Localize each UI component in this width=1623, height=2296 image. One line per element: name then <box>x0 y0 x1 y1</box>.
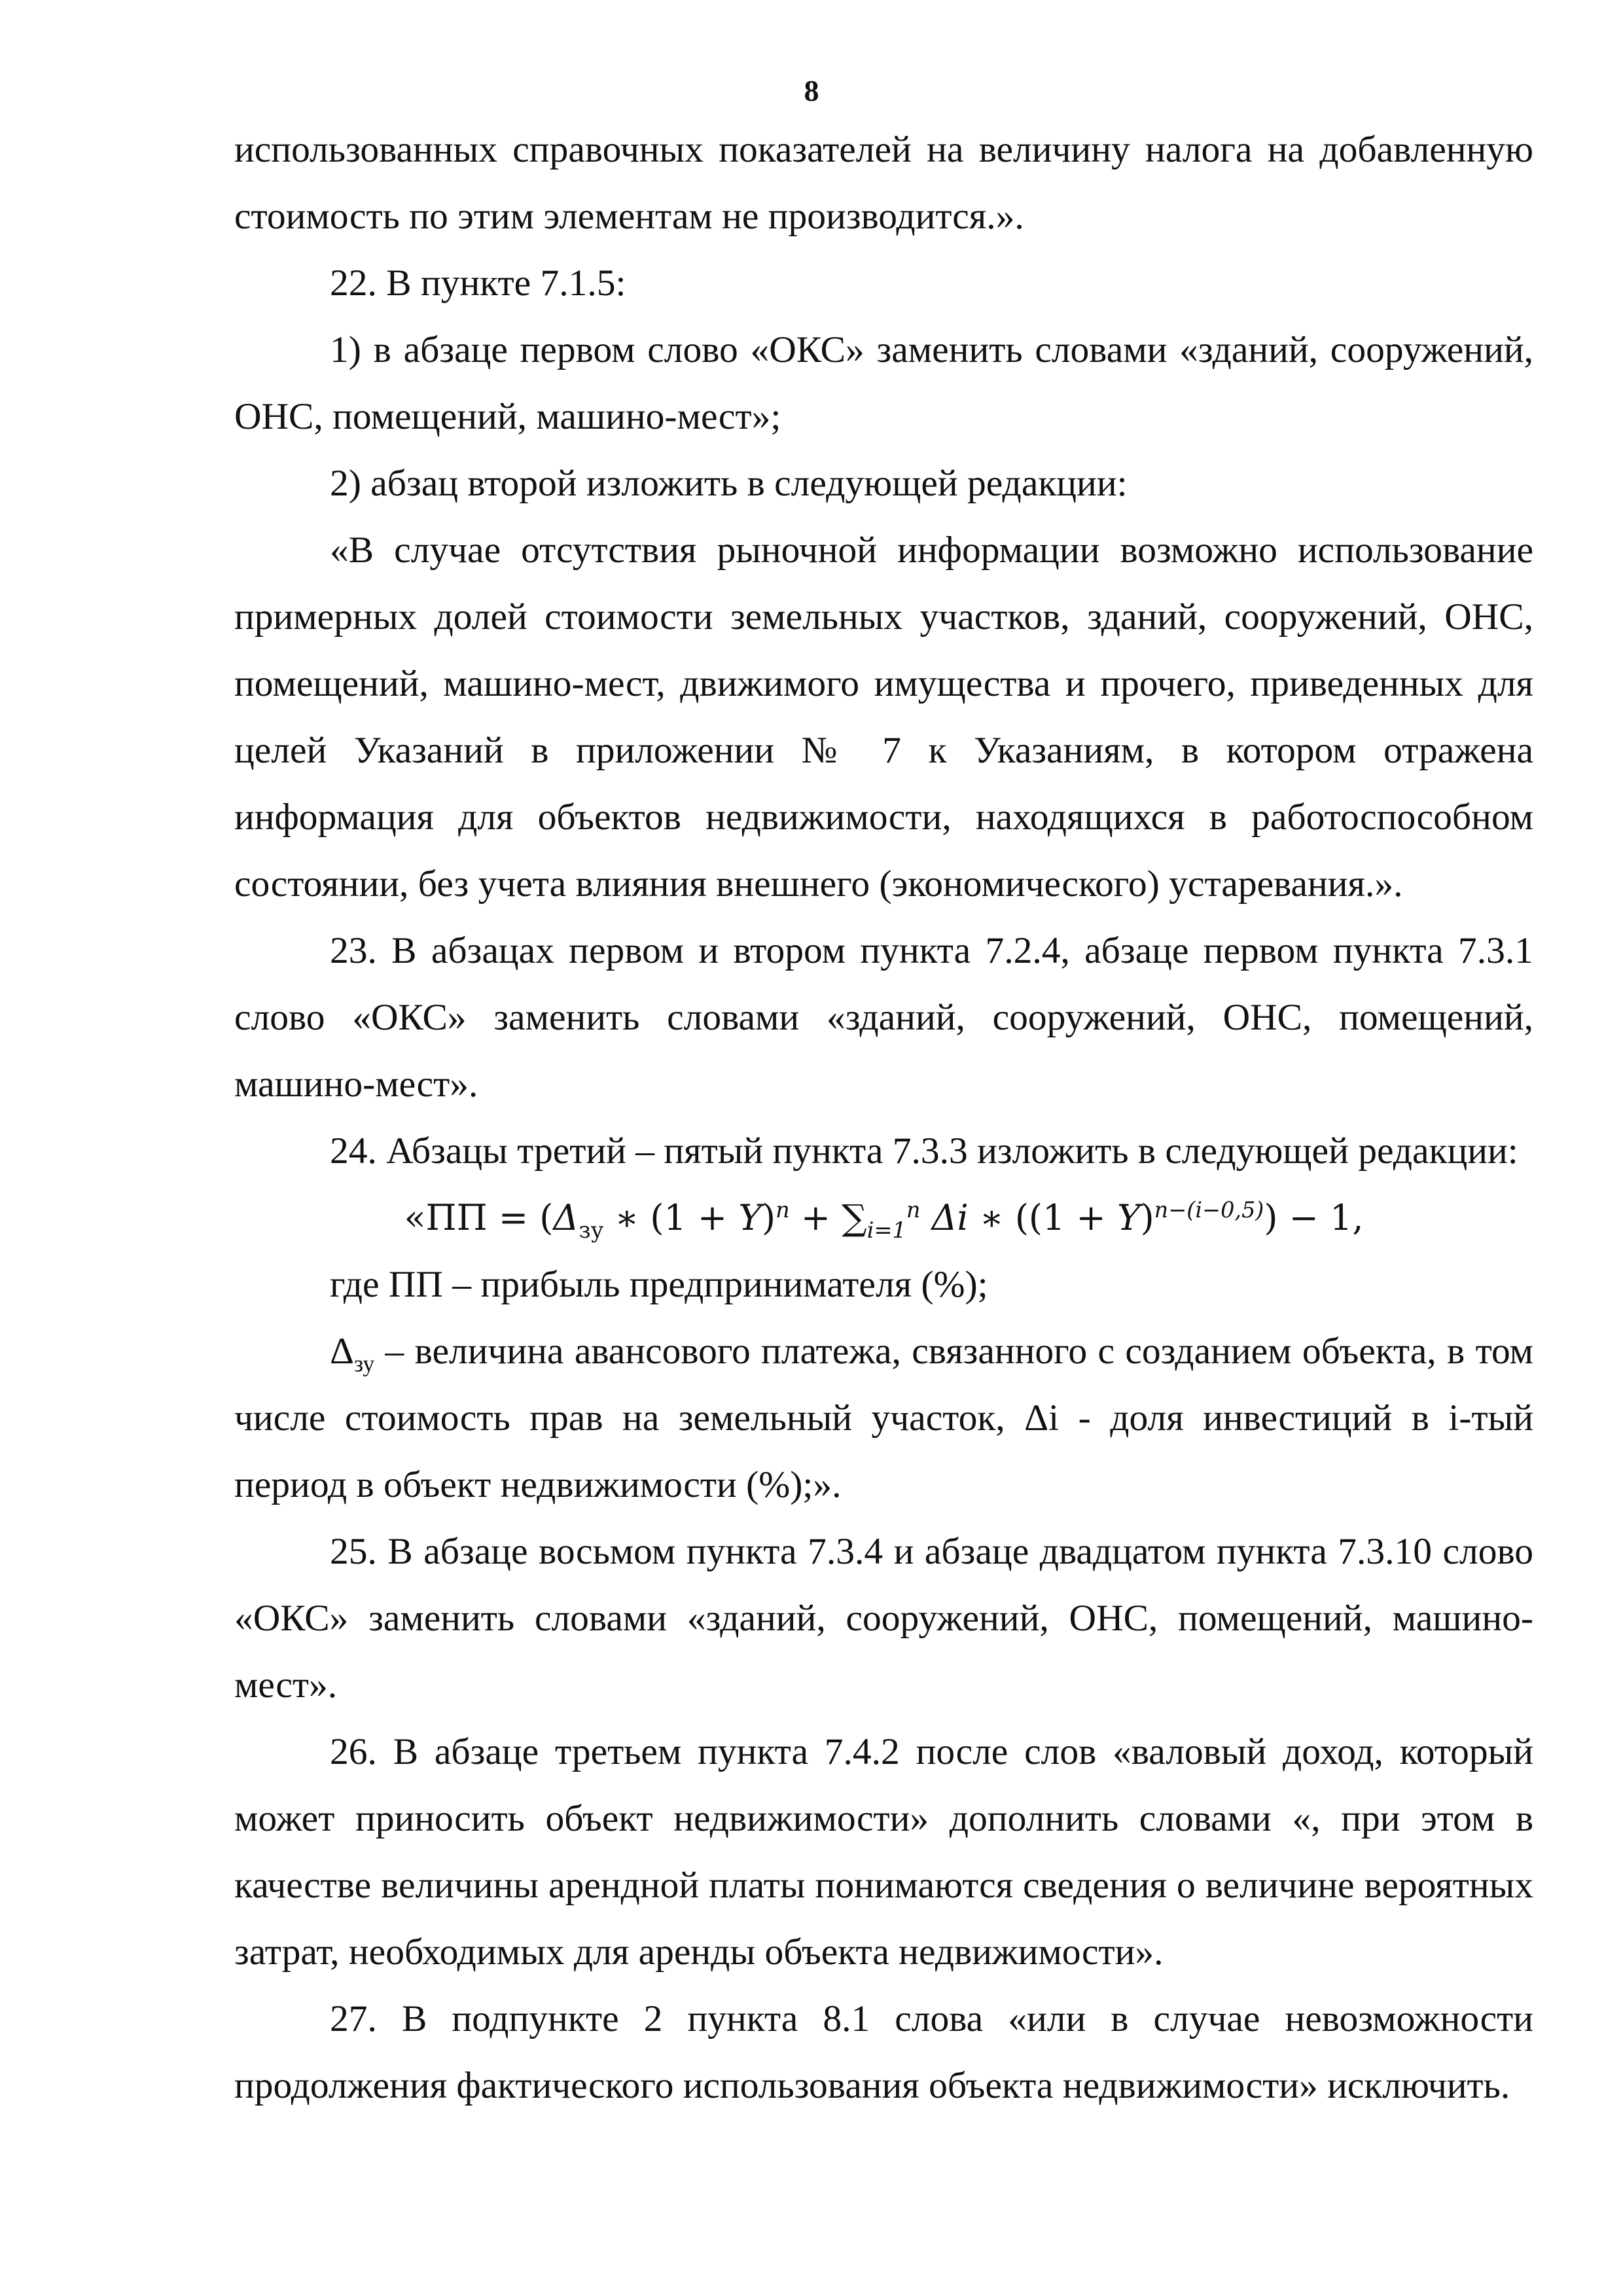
paragraph-item-22-2: 2) абзац второй изложить в следующей редакции: <box>330 463 1128 504</box>
paragraph-item-25: 25. В абзаце восьмом пункта 7.3.4 и абзаце двадцатом пункта 7.3.10 слово «ОКС» заменить словами «зданий, сооружений, ОНС, помещений, машино-мест». <box>234 1531 1533 1706</box>
formula-sum-sup: n <box>906 1197 921 1223</box>
definition-dzu-text: – величина авансового платежа, связанного с созданием объекта, в том числе стоимость прав на земельный участок, Δi - доля инвестиций в i-тый период в объект недвижимости (%);». <box>234 1331 1533 1505</box>
formula-n: n <box>776 1197 790 1223</box>
formula-eq: = ( <box>487 1197 554 1238</box>
definition-pp: где ПП – прибыль предпринимателя (%); <box>330 1264 988 1305</box>
formula-open-quote: « <box>404 1197 426 1238</box>
page-number: 8 <box>804 74 819 107</box>
formula-tail: ) − 1, <box>1264 1197 1364 1238</box>
formula-y2: Y <box>1116 1197 1141 1238</box>
paragraph-item-27: 27. В подпункте 2 пункта 8.1 слова «или в случае невозможности продолжения фактического использования объекта недвижимости» исключить. <box>234 1998 1533 2106</box>
formula-part2: ) <box>762 1197 776 1238</box>
document-body <box>234 117 1533 2119</box>
paragraph-item-22: 22. В пункте 7.1.5: <box>330 262 626 304</box>
formula-plus: + <box>789 1197 842 1238</box>
formula-delta-sub: зу <box>579 1217 604 1243</box>
definition-dzu <box>234 1318 1533 1518</box>
definition-dzu-sub: зу <box>353 1350 375 1377</box>
formula-delta: Δ <box>553 1197 579 1238</box>
formula-exp: n−(i−0,5) <box>1154 1197 1264 1223</box>
formula-delta-i: Δi <box>920 1197 969 1238</box>
formula-profit <box>234 1185 1533 1251</box>
formula-sum: ∑ <box>842 1197 867 1238</box>
paragraph-continuation: использованных справочных показателей на величину налога на добавленную стоимость по этим элементам не производится.». <box>234 129 1533 237</box>
paragraph-item-22-1: 1) в абзаце первом слово «ОКС» заменить словами «зданий, сооружений, ОНС, помещений, машино-мест»; <box>234 329 1533 437</box>
paragraph-item-26: 26. В абзаце третьем пункта 7.4.2 после слов «валовый доход, который может приносить объект недвижимости» дополнить словами «, при этом в качестве величины арендной платы понимаются сведения о величине вероятных затрат, необходимых для аренды объекта недвижимости». <box>234 1731 1533 1973</box>
formula-y: Y <box>738 1197 762 1238</box>
formula-part1: ∗ (1 + <box>603 1197 739 1238</box>
paragraph-item-24: 24. Абзацы третий – пятый пункта 7.3.3 изложить в следующей редакции: <box>330 1130 1518 1172</box>
formula-part4: ) <box>1140 1197 1154 1238</box>
formula-part3: ∗ ((1 + <box>968 1197 1117 1238</box>
definition-dzu-symbol: Δ <box>330 1331 354 1372</box>
paragraph-item-23: 23. В абзацах первом и втором пункта 7.2.4, абзаце первом пункта 7.3.1 слово «ОКС» заменить словами «зданий, сооружений, ОНС, помещений, машино-мест». <box>234 930 1533 1105</box>
formula-lhs: ПП <box>425 1197 488 1238</box>
formula-sum-sub: i=1 <box>866 1217 906 1243</box>
paragraph-quoted-text: «В случае отсутствия рыночной информации возможно использование примерных долей стоимости земельных участков, зданий, сооружений, ОНС, помещений, машино-мест, движимого имущества и прочего, приведенных для целей Указаний в приложении № 7 к Указаниям, в котором отражена информация для объектов недвижимости, находящихся в работоспособном состоянии, без учета влияния внешнего (экономического) устаревания.». <box>234 529 1533 905</box>
